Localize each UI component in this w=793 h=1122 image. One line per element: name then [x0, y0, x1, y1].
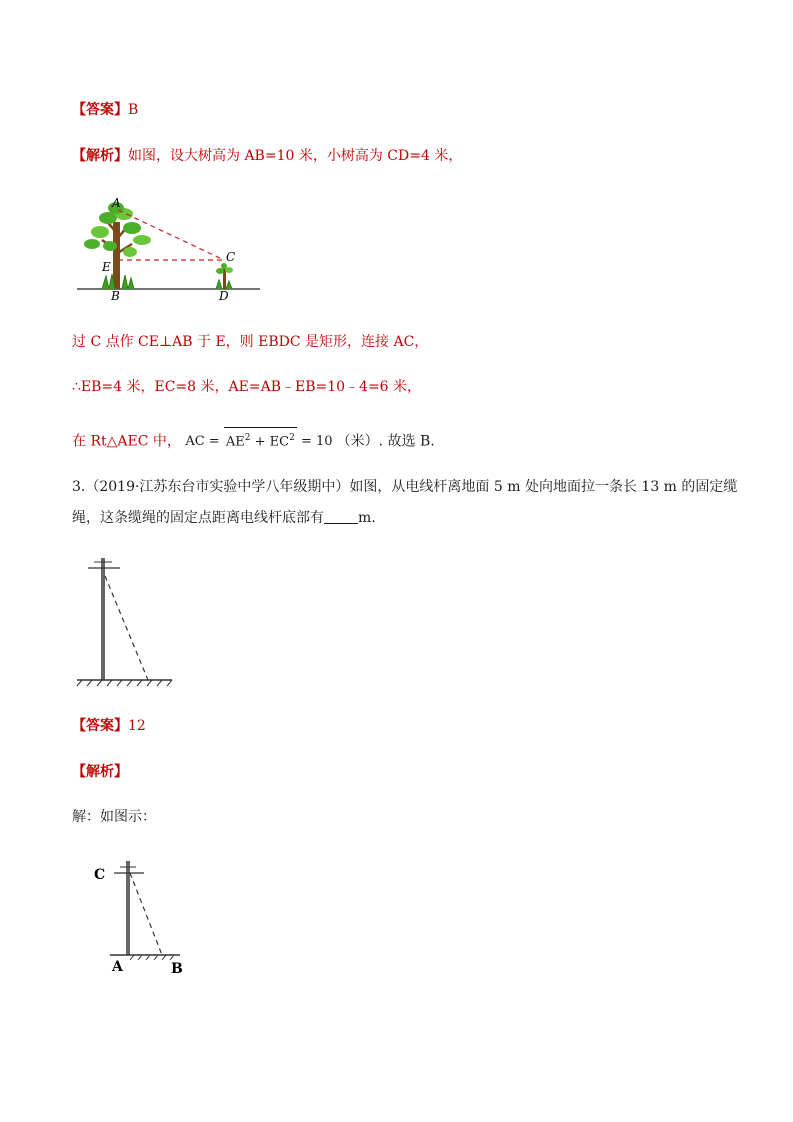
analysis-intro: 如图，设大树高为 AB=10 米，小树高为 CD=4 米， — [128, 148, 463, 164]
q3-solution-intro: 解：如图示： — [72, 809, 156, 825]
pole-solution-figure — [90, 855, 200, 980]
label-c: C — [94, 867, 106, 883]
label-a: A — [112, 196, 121, 210]
formula-sqrt: $AE^2 + EC^2$ — [224, 427, 297, 452]
answer-tag: 【答案】 — [72, 718, 128, 734]
q3-question-line2: 绳，这条缆绳的固定点距离电线杆底部有 m. — [72, 510, 376, 526]
big-tree-icon — [84, 202, 151, 289]
analysis-tag: 【解析】 — [72, 148, 128, 164]
q2-analysis-line — [72, 146, 462, 166]
q3-analysis-line — [72, 762, 128, 782]
q3-answer-line — [72, 716, 146, 736]
q3-question-line1: 3.（2019·江苏东台市实验中学八年级期中）如图，从电线杆离地面 5 m 处向地面拉一条长 13 m 的固定缆 — [72, 479, 738, 495]
step3-suffix: （米）. 故选 B. — [336, 433, 435, 450]
label-e: E — [102, 260, 111, 274]
pole-figure — [72, 552, 182, 690]
q2-step1: 过 C 点作 CE⊥AB 于 E，则 EBDC 是矩形，连接 AC， — [72, 334, 429, 350]
tree-figure — [72, 192, 272, 304]
small-tree-icon — [216, 263, 233, 289]
answer-value: 12 — [128, 718, 146, 734]
formula-lhs: AC = — [185, 434, 220, 450]
formula-rhs: = 10 — [300, 434, 333, 450]
label-d: D — [219, 289, 229, 303]
answer-blank — [324, 509, 358, 524]
label-c: C — [226, 250, 236, 264]
q2-step3 — [72, 427, 435, 452]
analysis-tag: 【解析】 — [72, 764, 128, 780]
q2-answer-line — [72, 100, 138, 120]
label-a: A — [112, 959, 123, 975]
answer-value: B — [128, 102, 139, 118]
label-b: B — [111, 289, 120, 303]
step3-prefix: 在 Rt△AEC 中， — [72, 433, 181, 450]
q2-step2: ∴EB=4 米，EC=8 米，AE=AB﹣EB=10﹣4=6 米， — [72, 379, 422, 395]
formula — [185, 434, 336, 449]
label-b: B — [171, 961, 183, 977]
answer-tag: 【答案】 — [72, 102, 128, 118]
